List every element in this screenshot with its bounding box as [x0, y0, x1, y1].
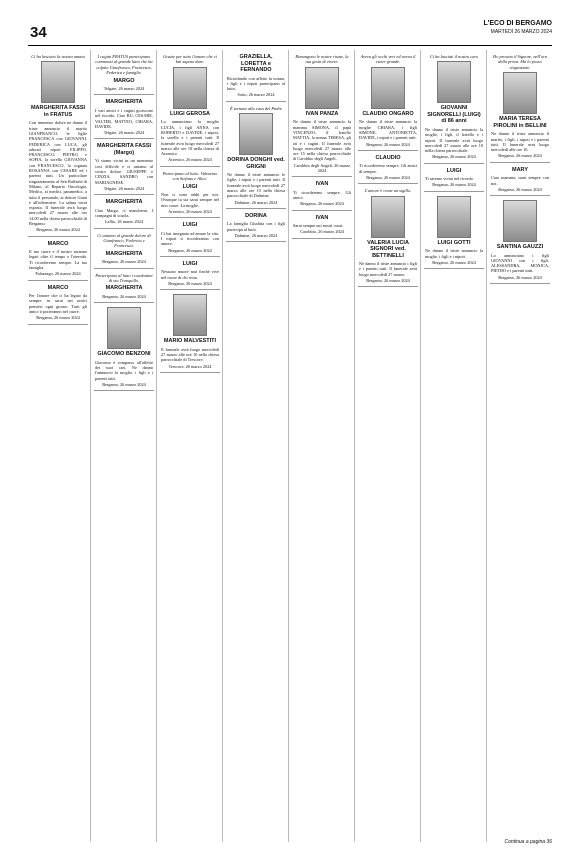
notice-body: I vari amici e i cugini gioiscono nel ricordo. Ciao BU, CESARE, VALTER, MATTEO, CHIARA, DAVIDE. — [95, 107, 153, 129]
place-date: Arzenico, 26 marzo 2024 — [168, 208, 212, 214]
deceased-name: MARCO — [47, 284, 69, 291]
place-date: Dalmine, 26 marzo 2024 — [234, 199, 278, 205]
place-date: Bergamo, 26 marzo 2024 — [432, 154, 476, 160]
place-date: Bergamo, 26 marzo 2024 — [168, 247, 212, 253]
deceased-name: MARCO — [47, 240, 69, 247]
obituary-notice — [94, 50, 154, 95]
obituary-notice — [292, 50, 352, 177]
deceased-name: GRAZIELLA, LORETTA e FERNANDO — [239, 54, 273, 73]
place-date: Telgate, 26 marzo 2024 — [103, 130, 145, 136]
notice-body: Ciao mamma, sarai sempre con noi. — [491, 175, 549, 186]
deceased-name: CLAUDIO ONGARO — [362, 110, 414, 117]
obituary-column — [226, 50, 289, 842]
place-date: Bergamo, 26 marzo 2024 — [168, 280, 212, 286]
deceased-name: SANTINA GAUZZI — [496, 244, 544, 251]
deceased-name: MARIA TERESA PIROLINI in BELLINI — [493, 116, 547, 129]
notice-intro: Grazie per tutto l'amore che ci hai saputo dare. — [163, 54, 217, 65]
place-date: Bergamo, 26 marzo 2024 — [36, 315, 80, 321]
notice-body: Ne danno il triste annuncio il marito, i figli, i nipoti e i parenti tutti. Il funerale avrà luogo mercoledì alle ore 10. — [491, 131, 549, 153]
portrait-photo — [371, 67, 405, 109]
notice-intro: Rimangono le nostre risate, la tua gioia di vivere. — [295, 54, 349, 65]
deceased-name: IVAN — [315, 181, 329, 188]
notice-intro: L'amore è come un sigillo. — [364, 188, 412, 194]
obituary-notice — [292, 177, 352, 210]
place-date: Dalmine, 26 marzo 2024 — [234, 232, 278, 238]
deceased-name: VALERIA LUCIA SIGNORI ved. BETTINELLI — [367, 239, 409, 259]
deceased-name: CLAUDIO — [375, 154, 401, 161]
place-date: Palazzago, 26 marzo 2024 — [35, 271, 81, 277]
notice-intro: Ci ha lasciato la nostra amata — [31, 54, 85, 59]
notice-intro: È tornata alla casa del Padre — [230, 105, 282, 111]
obituary-notice — [358, 184, 418, 287]
obituary-notice — [490, 50, 550, 163]
obituary-notice — [28, 50, 88, 237]
notice-body: Non ci sono addii per noi. Ovunque tu sia sarai sempre nel mio cuore. La moglie. — [161, 192, 219, 208]
deceased-name: MARGHERITA FASSI (Margo) — [96, 143, 152, 156]
notice-body: Sarai sempre nei nostri cuori. — [293, 223, 344, 229]
notice-body: Lo annunciano i figli GIOVANNI con i figli, ALESSANDRA, MONICA, PIETRO e i parenti tutti. — [491, 252, 549, 274]
deceased-name: LUIGI — [182, 222, 198, 229]
place-date: Carobbio, 26 marzo 2024 — [300, 229, 344, 235]
notice-body: Ne danno il triste annuncio i figli e i parenti tutti. Il funerale avrà luogo mercoledì 27 marzo. — [359, 261, 417, 277]
notice-body: Ci hai insegnato ad amare la vita. I nipoti ti ricorderanno con amore. — [161, 230, 219, 247]
notice-body: Il funerale avrà luogo mercoledì 27 marzo alle ore 10 nella chiesa parrocchiale di Trescore. — [161, 346, 219, 363]
deceased-name: LUIGI — [446, 167, 462, 174]
obituary-notice — [424, 164, 484, 192]
notice-body: Il tuo cuore e il nostro saranno legati oltre il tempo e l'eternità. Ti ricorderemo sempre. La tua famiglia. — [29, 249, 87, 271]
place-date: Bergamo, 26 marzo 2024 — [498, 153, 542, 159]
notice-intro: Aveva gli occhi veri ed aveva il cuore grande. — [360, 54, 416, 65]
notice-body: Ti saremo vicini nel ricordo. — [425, 176, 474, 182]
deceased-name: MARGHERITA FASSI in FRATUS — [30, 105, 86, 118]
notice-intro: Partecipano al lutto: Valentino con Stefano e Alice. — [162, 170, 218, 182]
deceased-name: GIOVANNI SIGNORELLI (LUIGI) di 86 anni — [427, 105, 481, 125]
portrait-photo — [437, 196, 471, 238]
obituary-column — [292, 50, 355, 842]
place-date: Bergamo, 26 marzo 2024 — [36, 227, 80, 233]
obituary-notice — [160, 290, 220, 373]
obituary-notice — [358, 151, 418, 184]
newspaper-name: L'ECO DI BERGAMO — [483, 20, 552, 27]
obituary-notice — [226, 209, 286, 242]
notice-intro: Ho provato il Signore, nell'ora della prova. Ma lo posso ringraziare. — [493, 54, 547, 70]
notice-body: Vi siamo vicini in un momento così difficile e ci uniamo al vostro dolore. GIUSEPPE e CINZIA, SANDRO con MARIAGNESE. — [95, 158, 153, 185]
header-rule — [28, 45, 552, 46]
notice-intro: Ci uniamo al grande dolore di Gianfranco, Federica e Francesca. — [97, 232, 151, 249]
notice-body: Ne danno il triste annuncio la moglie CHIARA, i figli SIMONE, ANTONIETTA, DAVIDE, i nipoti e i parenti tutti. — [359, 119, 417, 141]
obituary-notice — [160, 218, 220, 257]
obituary-column — [160, 50, 223, 842]
obituary-notice — [160, 167, 220, 219]
obituary-notice — [490, 196, 550, 284]
place-date: Bergamo, 26 marzo 2024 — [300, 201, 344, 207]
obituary-notice — [94, 195, 154, 228]
place-date: Bergamo, 26 marzo 2024 — [102, 293, 146, 299]
notice-body: Con immenso dolore ne danno il triste annuncio il marito GIANFRANCO, le figlie FRANCESCA con GIOVANNI, FEDERICA con LUCA, gli adorati nipoti FILIPPO, FRANCESCO, PIETRO e SOFIA, la sorella GIOVANNA con FRANCESCO, la cognata ROSANNA con CESARE ed i parenti tutti. Un particolare ringraziamento al Sen Raffaele di Milano, al Reparto Oncologia, Medico, ai medici, paramedici, a tutto il personale, ai dottori Giani e all'infermiere. La salma verrà esposta. Il funerale avrà luogo mercoledì 27 marzo alle ore 14.00 nella chiesa parrocchiale di Bergamo. — [29, 120, 87, 227]
portrait-photo — [503, 72, 537, 114]
deceased-name: LUIGI — [182, 260, 198, 267]
notice-body: Ti ricorderemo sempre. Gli amici. — [293, 189, 351, 201]
obituary-notice — [94, 269, 154, 304]
deceased-name: MARY — [512, 166, 528, 173]
place-date: Telgate, 26 marzo 2024 — [103, 86, 145, 92]
obituary-notice — [358, 50, 418, 151]
notice-body: Ciao Margo, ci mancherai. I compagni di scuola. — [95, 207, 153, 218]
notice-intro: I cugini FRATUS partecipano commossi al grande lutto che ha colpito Gianfranco, Francesca, Federica e famiglie. — [95, 54, 153, 76]
deceased-name: DORINA DONGHI ved. GRIGNI — [227, 157, 285, 170]
notice-intro: Ci ha lasciati il nostro caro — [429, 54, 479, 59]
deceased-name: MARGHERITA — [105, 285, 143, 292]
notice-body: Nessuno muore mai finché vive nel cuore di chi resta. — [161, 269, 219, 280]
portrait-photo — [173, 294, 207, 336]
obituary-notice — [28, 237, 88, 281]
portrait-photo — [503, 200, 537, 242]
portrait-photo — [437, 61, 471, 103]
deceased-name: MARGHERITA — [105, 99, 143, 106]
page-number: 34 — [30, 24, 47, 41]
notice-body: Ti ricorderemo sempre. Gli amici di sempre. — [359, 163, 417, 174]
deceased-name: IVAN — [315, 214, 329, 221]
portrait-photo — [107, 307, 141, 349]
place-date: Bergamo, 26 marzo 2024 — [432, 182, 476, 188]
obituary-column — [94, 50, 157, 842]
notice-body: Ricordando con affetto la nonna, i figli e i nipoti partecipano al lutto. — [227, 75, 285, 92]
deceased-name: IVAN PANZA — [305, 110, 339, 117]
obituary-column — [28, 50, 91, 842]
obituary-columns — [28, 50, 552, 842]
notice-body: Ne danno il triste annuncio la moglie, i figli e i nipoti. — [425, 248, 483, 259]
notice-body: Ne danno il triste annuncio la moglie, i figli, il fratello e i nipoti. Il funerale avrà luogo mercoledì 27 marzo alle ore 10 nella chiesa parrocchiale. — [425, 126, 483, 154]
place-date: Trescore, 26 marzo 2024 — [168, 363, 212, 369]
notice-body: Ne danno il triste annuncio la mamma SIMONA, il papà VINCENZO, il fratello MATTIA, la nonna TERESA, gli zii e i cugini. Il funerale avrà luogo mercoledì 27 marzo alle ore 15 nella chiesa parrocchiale di Carobbio degli Angeli. — [293, 119, 351, 162]
place-date: Bergamo, 26 marzo 2024 — [102, 381, 146, 387]
deceased-name: DORINA — [245, 212, 267, 219]
notice-body: Lo annunciano la moglie LUCIA, i figli ANNA con ROBERTO e DAVIDE, i nipoti, la sorella e i parenti tutti. Il funerale avrà luogo mercoledì 27 marzo alle ore 10 nella chiesa di Arzenico. — [161, 119, 219, 157]
portrait-photo — [371, 196, 405, 238]
obituary-column — [424, 50, 487, 842]
obituary-notice — [424, 192, 484, 269]
obituary-notice — [226, 50, 286, 102]
place-date: Bergamo, 26 marzo 2024 — [432, 259, 476, 265]
place-date: Sotto, 26 marzo 2024 — [237, 92, 275, 98]
obituary-notice — [424, 50, 484, 164]
portrait-photo — [305, 67, 339, 109]
obituary-notice — [490, 163, 550, 196]
notice-body: Per l'amore che ci ha legato da sempre, tu sarai nei nostri pensieri ogni giorno. Tutti gli amici ti porteranno nel cuore. — [29, 293, 87, 315]
deceased-name: GIACOMO BENZONI — [97, 351, 151, 358]
issue-date: MARTEDÌ 26 MARZO 2024 — [490, 29, 552, 35]
place-date: Bergamo, 26 marzo 2024 — [498, 186, 542, 192]
deceased-name: LUIGI GEROSA — [169, 110, 211, 117]
deceased-name: LUIGI GOTTI — [437, 239, 471, 246]
obituary-notice — [94, 95, 154, 139]
obituary-notice — [94, 139, 154, 195]
obituary-notice — [94, 303, 154, 391]
deceased-name: MARGHERITA — [105, 250, 143, 257]
obituary-notice — [292, 211, 352, 239]
obituary-notice — [160, 50, 220, 167]
deceased-name: MARIO MALVESTITI — [163, 338, 217, 345]
obituary-column — [490, 50, 552, 842]
portrait-photo — [41, 61, 75, 103]
obituary-notice — [28, 281, 88, 325]
obituary-notice — [94, 229, 154, 269]
notice-intro: Partecipano al lutto i condomini di via Tranquillo. — [95, 272, 153, 283]
notice-body: La famiglia Giuditta con i figli partecipa al lutto. — [227, 221, 285, 232]
place-date: Carobbio degli Angeli, 26 marzo 2024 — [293, 162, 351, 173]
deceased-name: MARGHERITA — [105, 199, 143, 206]
obituary-column — [358, 50, 421, 842]
portrait-photo — [239, 113, 273, 155]
place-date: Telgate, 26 marzo 2024 — [103, 185, 145, 191]
continued-notice: Continua a pagina 36 — [504, 839, 552, 845]
place-date: Bergamo, 26 marzo 2024 — [366, 277, 410, 283]
place-date: Bergamo, 26 marzo 2024 — [498, 274, 542, 280]
deceased-name: MARGO — [113, 77, 135, 84]
obituary-notice — [226, 102, 286, 209]
page-header — [0, 0, 580, 52]
portrait-photo — [173, 67, 207, 109]
obituary-notice — [160, 257, 220, 290]
place-date: Bergamo, 26 marzo 2024 — [366, 174, 410, 180]
deceased-name: LUIGI — [182, 183, 198, 190]
place-date: Arzenico, 26 marzo 2024 — [168, 157, 212, 163]
place-date: Bergamo, 26 marzo 2024 — [366, 141, 410, 147]
place-date: Bergamo, 26 marzo 2024 — [102, 259, 146, 265]
notice-body: Ne danno il triste annuncio le figlie, i nipoti e i parenti tutti. Il funerale avrà luogo mercoledì 27 marzo alle ore 15 nella chiesa parrocchiale di Dalmine. — [227, 172, 285, 199]
place-date: Lallio, 26 marzo 2024 — [104, 219, 144, 225]
notice-body: Giacomo è comparso all'affetto dei suoi cari. Ne danno l'annuncio la moglie, i figli e i parenti tutti. — [95, 359, 153, 381]
